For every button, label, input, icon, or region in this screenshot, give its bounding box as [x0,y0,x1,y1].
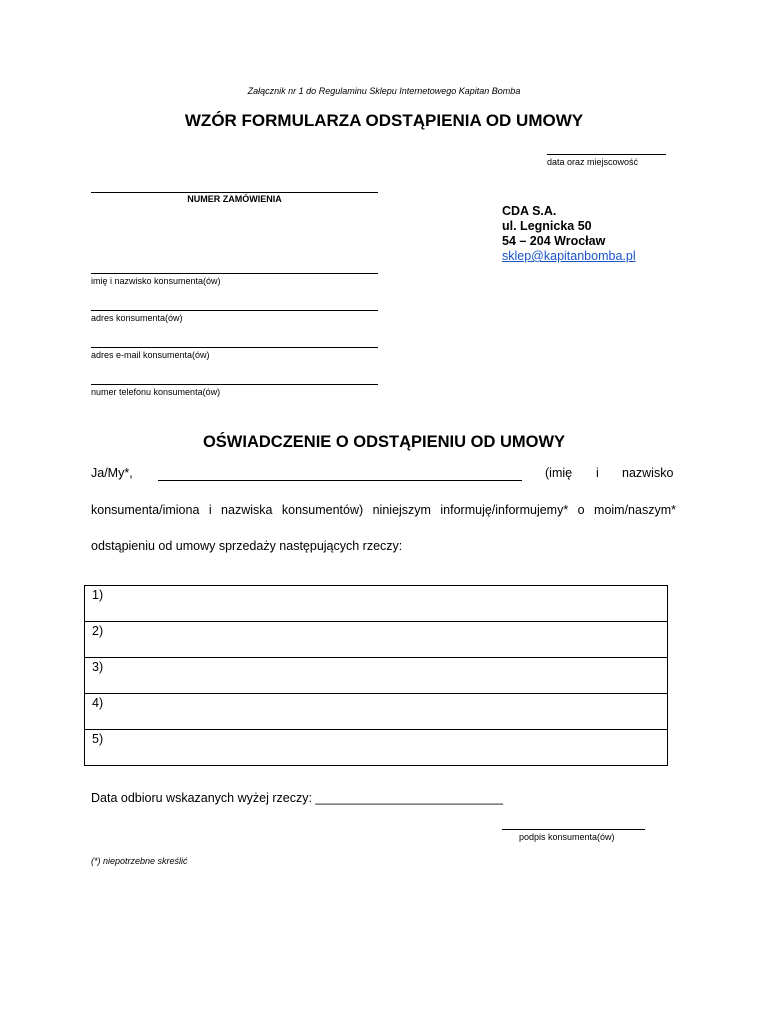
consumer-address-label: adres konsumenta(ów) [91,313,183,323]
statement-line-2: konsumenta/imiona i nazwiska konsumentów) niniejszym informuję/informujemy* o moim/naszym* [91,503,676,517]
footnote: (*) niepotrzebne skreślić [91,856,188,866]
statement-line-3: odstąpieniu od umowy sprzedaży następujących rzeczy: [91,539,403,553]
order-number-label: NUMER ZAMÓWIENIA [187,194,282,204]
annex-note: Załącznik nr 1 do Regulaminu Sklepu Internetowego Kapitan Bomba [247,86,521,96]
consumer-phone-line [91,384,378,385]
signature-label: podpis konsumenta(ów) [519,832,615,842]
date-place-label: data oraz miejscowość [547,157,639,167]
consumer-phone-label: numer telefonu konsumenta(ów) [91,387,221,397]
name-hint-2: i [596,466,599,480]
consumer-email-line [91,347,378,348]
table-row [85,622,668,658]
statement-prefix: Ja/My*, [91,466,133,480]
company-city: 54 – 204 Wrocław [502,234,606,248]
signature-line [502,829,645,830]
order-number-line [91,192,378,193]
item-cell[interactable]: 4) [85,694,668,730]
consumer-name-label: imię i nazwisko konsumenta(ów) [91,276,221,286]
company-name: CDA S.A. [502,204,557,218]
receipt-date-row [91,791,503,805]
company-street: ul. Legnicka 50 [502,219,592,233]
receipt-date-label: Data odbioru wskazanych wyżej rzeczy: [91,791,312,805]
item-cell[interactable]: 2) [85,622,668,658]
company-email-link[interactable]: sklep@kapitanbomba.pl [502,249,636,263]
item-cell[interactable]: 3) [85,658,668,694]
consumer-email-label: adres e-mail konsumenta(ów) [91,350,210,360]
receipt-date-blank: ___________________________ [315,791,504,805]
statement-title: OŚWIADCZENIE O ODSTĄPIENIU OD UMOWY [202,433,566,451]
date-place-line [547,154,666,155]
name-hint-3: nazwisko [622,466,674,480]
consumer-address-line [91,310,378,311]
table-row [85,730,668,766]
table-row [85,658,668,694]
table-row [85,694,668,730]
form-title: WZÓR FORMULARZA ODSTĄPIENIA OD UMOWY [184,111,584,130]
items-table [84,585,668,766]
consumer-name-line [91,273,378,274]
table-row [85,586,668,622]
item-cell[interactable]: 5) [85,730,668,766]
company-address [502,204,636,264]
statement-name-blank [158,480,522,481]
name-hint-1: (imię [545,466,573,480]
item-cell[interactable]: 1) [85,586,668,622]
